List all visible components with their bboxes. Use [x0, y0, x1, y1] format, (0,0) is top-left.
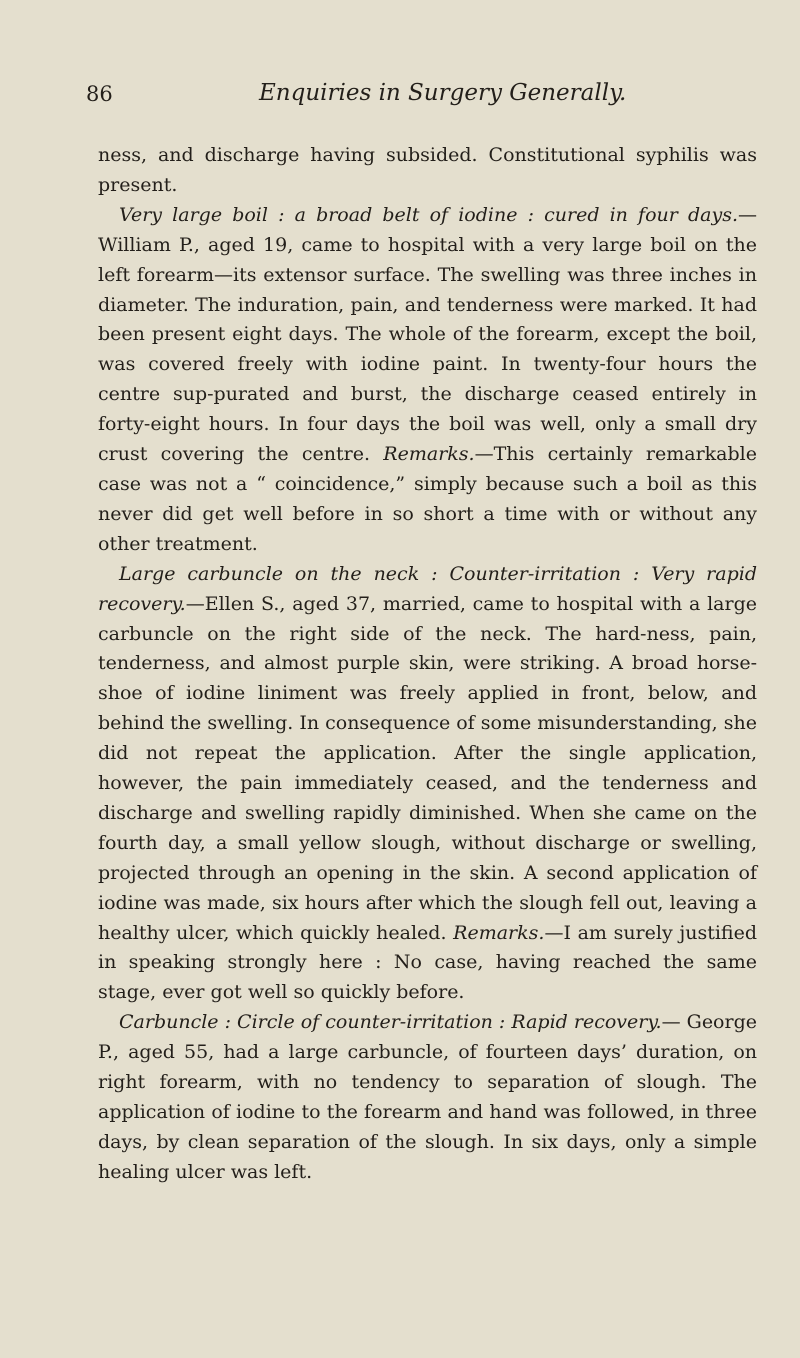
case-text: —William P., aged 19, came to hospital with a very large boil on the left forearm—its extensor surface. The swelling was three inches in diameter. The induration, pain, and tenderness were marked. It had been present eight days. The whole of the forearm, except the boil, was covered freely with iodine paint. In twenty-four hours the centre sup-purated and burst, the discharge ceased entirely in forty-eight hours. In four days the boil was well, only a small dry crust covering the centre. [98, 203, 757, 466]
page-header [86, 82, 776, 122]
remarks-text: —I am surely justified in speaking strongly here : No case, having reached the same stage, ever got well so quickly before. [98, 921, 757, 1004]
case-forearm-carbuncle [98, 1008, 757, 1187]
case-text: — George P., aged 55, had a large carbuncle, of fourteen days’ duration, on right forearm, with no tendency to separation of slough. The application of iodine to the forearm and hand was followed, in three days, by clean separation of the slough. In six days, only a simple healing ulcer was left. [98, 1011, 757, 1183]
case-boil [98, 201, 757, 560]
paragraph-text: ness, and discharge having subsided. Constitutional syphilis was present. [98, 144, 757, 196]
case-neck-carbuncle [98, 560, 757, 1009]
remarks-label: Remarks. [453, 921, 545, 944]
page-number: 86 [86, 82, 113, 106]
case-heading: Carbuncle : Circle of counter-irritation : Rapid recovery. [119, 1011, 662, 1034]
case-text: —Ellen S., aged 37, married, came to hospital with a large carbuncle on the right side of the neck. The hard-ness, pain, tenderness, and almost purple skin, were striking. A broad horse-shoe of iodine liniment was freely applied in front, below, and behind the swelling. In consequence of some misunderstanding, she did not repeat the application. After the single application, however, the pain immediately ceased, and the tenderness and discharge and swelling rapidly diminished. When she came on the fourth day, a small yellow slough, without discharge or swelling, projected through an opening in the skin. A second application of iodine was made, six hours after which the slough fell out, leaving a healthy ulcer, which quickly healed. [98, 592, 757, 944]
body-text [98, 141, 757, 1188]
case-heading: Very large boil : a broad belt of iodine : cured in four days. [119, 203, 738, 226]
running-title: Enquiries in Surgery Generally. [259, 80, 627, 106]
paragraph-continuation [98, 141, 757, 201]
remarks-text: —This certainly remarkable case was not a “ coincidence,” simply because such a boil as this never did get well before in so short a time with or without any other treatment. [98, 443, 757, 555]
case-heading: Large carbuncle on the neck : Counter-irritation : Very rapid recovery. [98, 562, 757, 615]
remarks-label: Remarks. [383, 443, 475, 466]
